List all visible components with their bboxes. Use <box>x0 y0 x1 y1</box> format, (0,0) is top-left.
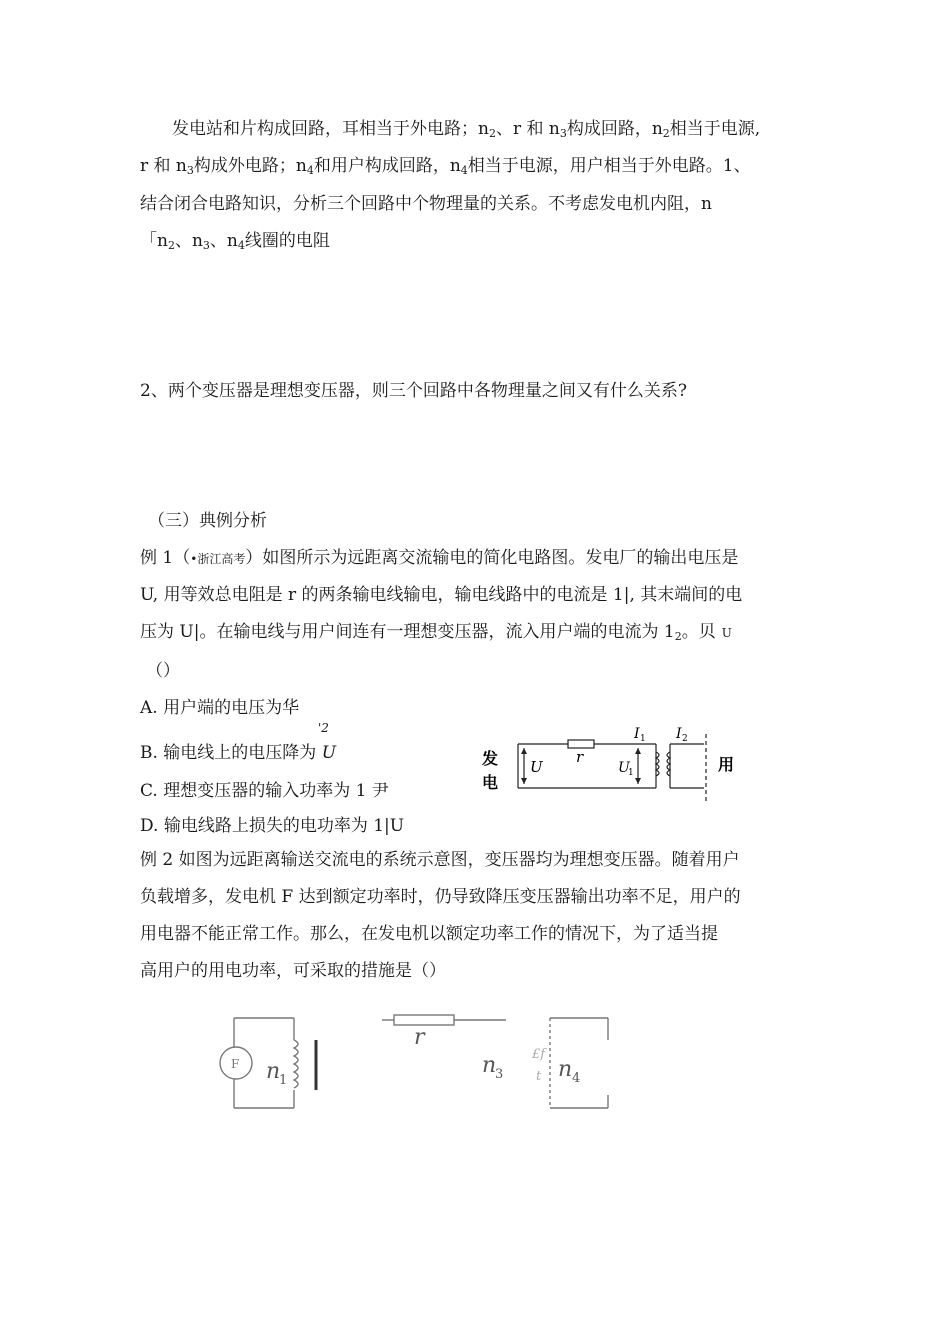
resistor-r-fig2 <box>394 1015 454 1025</box>
label-n3-sub: 3 <box>495 1067 504 1082</box>
option-d: D. 输电线路上损失的电功率为 1|U <box>140 816 405 836</box>
ex1-answer-paren: （） <box>146 661 180 681</box>
question-2: 2、两个变压器是理想变压器，则三个回路中各物理量之间又有什么关系? <box>140 381 687 401</box>
ex2-line1: 例 2 如图为远距离输送交流电的系统示意图，变压器均为理想变压器。随着用户 <box>140 850 740 870</box>
label-r: r <box>414 1025 425 1050</box>
fig1-left-label-2: 电 <box>482 773 499 792</box>
fig1-current-i2-sub: 2 <box>682 734 688 744</box>
option-a: A. 用户端的电压为华 <box>140 698 300 718</box>
para1-line4: 「$n_2$、$n_3$、$n_4$线圈的电阻 <box>140 231 330 252</box>
label-n4-sub: 4 <box>572 1071 581 1086</box>
ex2-line3: 用电器不能正常工作。那么，在发电机以额定功率工作的情况下，为了适当提 <box>140 924 718 944</box>
label-n1: n <box>266 1059 281 1084</box>
fig1-voltage-u1-sub: 1 <box>628 768 634 778</box>
option-c: C. 理想变压器的输入功率为 1 尹 <box>140 781 389 801</box>
option-a-note: '2 <box>318 721 329 735</box>
ex1-line3: 压为 U|。在输电线与用户间连有一理想变压器，流入用户端的电流为 $1_2$。贝 U <box>140 622 732 643</box>
ex2-line4: 高用户的用电功率，可采取的措施是（） <box>140 961 446 981</box>
para1-line3: 结合闭合电路知识，分析三个回路中个物理量的关系。不考虑发电机内阻，n <box>140 194 712 214</box>
fig1-left-label-1: 发 <box>482 749 499 768</box>
generator-f-label: F <box>231 1057 240 1071</box>
scribble-1: £f <box>532 1047 546 1062</box>
para1-line2: r 和 $n_3$构成外电路；$n_4$和用户构成回路，$n_4$相当于电源，用户相当于外电路。1、 <box>140 156 751 177</box>
ex1-line1: 例 1（•浙江高考）如图所示为远距离交流输电的简化电路图。发电厂的输出电压是 <box>140 548 739 568</box>
ex1-line2: U, 用等效总电阻是 r 的两条输电线输电，输电线路中的电流是 1|, 其末端间的电 <box>140 585 743 605</box>
fig1-current-i1-sub: 1 <box>640 734 646 744</box>
label-n3: n <box>482 1053 497 1078</box>
resistor-r <box>568 740 594 748</box>
coil-n1 <box>294 1040 298 1088</box>
transmission-diagram <box>216 1010 616 1110</box>
label-n4: n <box>558 1057 573 1082</box>
fig1-voltage-u1: U <box>618 760 630 776</box>
fig1-right-label: 用 <box>718 755 735 774</box>
fig1-resistance-r: r <box>576 748 584 766</box>
fig1-voltage-u: U <box>530 758 543 776</box>
circuit-diagram-1 <box>478 722 758 802</box>
ex2-line2: 负载增多，发电机 F 达到额定功率时，仍导致降压变压器输出功率不足，用户的 <box>140 887 741 907</box>
fig1-current-i1: I <box>634 726 640 742</box>
scribble-2: t <box>536 1069 542 1084</box>
para1-line1: 发电站和片构成回路，耳相当于外电路；$n_2$、r 和 $n_3$构成回路，$n_2$相当于电源, <box>172 119 761 140</box>
option-b: B. 输电线上的电压降为 U <box>140 743 337 763</box>
label-n1-sub: 1 <box>279 1073 288 1088</box>
fig1-current-i2: I <box>676 726 682 742</box>
section-heading: （三）典例分析 <box>148 511 267 531</box>
